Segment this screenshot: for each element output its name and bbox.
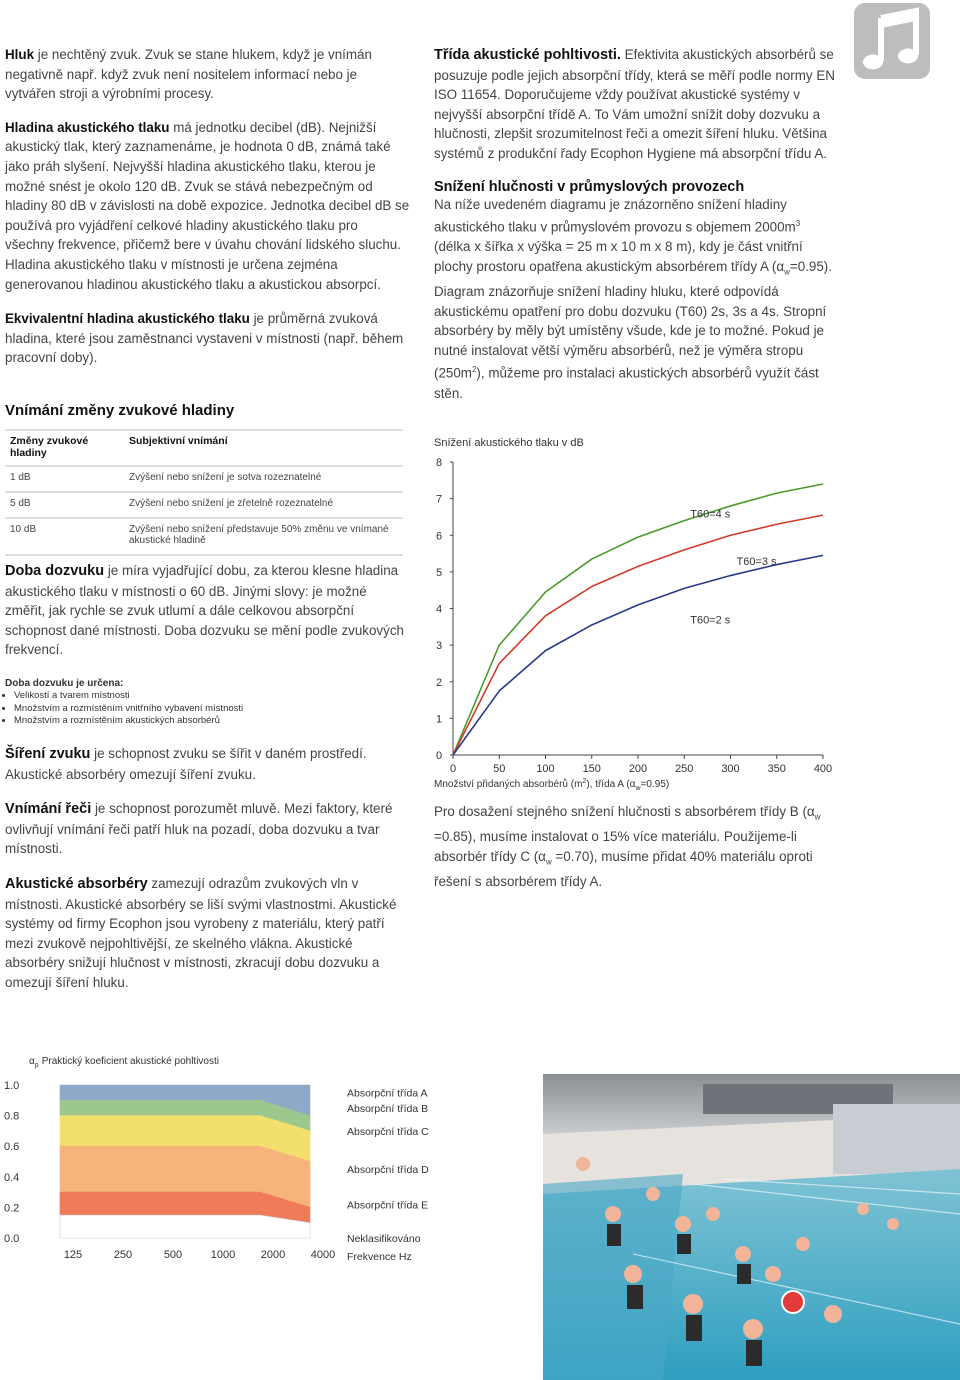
equivalent-level-paragraph: Ekvivalentní hladina akustického tlaku je průměrná zvuková hladina, které jsou zaměstnanci vystaveni v místnosti (např. během pracovní doby). [5,311,404,366]
x-tick-label: 100 [536,763,555,775]
x-tick-label: 250 [675,763,694,775]
y-tick-label: 0.0 [4,1233,20,1245]
table-row [5,466,403,492]
series-line [453,555,823,755]
series-line [453,484,823,755]
sound-propagation-paragraph: Šíření zvuku je schopnost zvuku se šířit v daném prostředí. Akustické absorbéry omezují šíření zvuku. [5,745,367,782]
y-tick-label: 5 [436,566,443,579]
x-tick-label: 125 [63,1249,83,1261]
noise-paragraph: Hluk je nechtěný zvuk. Zvuk se stane hlukem, když je vnímán negativně např. když zvuk není nositelem informací nebo je vytvářen stroji a výrobními procesy. [5,47,372,102]
class-label: Neklasifikováno [347,1233,421,1245]
class-comparison-section [434,802,839,892]
x-tick-label: 4000 [310,1249,336,1261]
table-row [5,492,403,518]
class-label: Absorpční třída B [347,1102,429,1115]
reverberation-section [5,561,405,993]
table-cell-change: 10 dB [5,518,124,555]
table-cell-change: 1 dB [5,466,124,492]
speech-perception-paragraph: Vnímání řeči je schopnost porozumět mluvě. Mezi faktory, které ovlivňují vnímání řeči patří hluk na pozadí, doba dozvuku a tvar místnosti. [5,801,393,857]
table-header-perception: Subjektivní vnímání [124,430,403,466]
series-label: T60=2 s [690,614,731,627]
x-tick-label: 500 [163,1249,183,1261]
class-label: Absorpční třída A [347,1087,428,1100]
y-tick-label: 0.6 [4,1141,20,1154]
class-chart-x-label: Frekvence Hz [347,1251,412,1263]
absorption-class-chart [0,1048,440,1270]
y-tick-label: 0.4 [4,1171,20,1184]
x-tick-label: 0 [449,763,457,775]
class-label: Absorpční třída D [347,1164,429,1177]
noise-reduction-chart [428,432,848,794]
list-title: Doba dozvuku je určena: [5,677,124,689]
x-tick-label: 1000 [210,1249,236,1261]
industrial-heading: Snížení hlučnosti v průmyslových provozech [434,178,745,195]
y-tick-label: 0.8 [4,1110,20,1123]
reverberation-factors-list [5,690,405,728]
y-tick-label: 7 [436,493,443,506]
x-tick-label: 400 [813,763,833,775]
perception-title: Vnímání změny zvukové hladiny [5,402,235,419]
industrial-paragraph: Na níže uvedeném diagramu je znázorněno snížení hladiny akustického tlaku v průmyslovém provozu s objemem $2000m^3$ (délka x šířka x výška = 25 m x 10 m x 8 m), kdy je část vnitřní plochy prostoru opatřena akustickým absorbérem třídy A $(\alpha_w=0.95)$. Diagram znázorňuje snížení hladiny hluku, které odpovídá akustickému opatření pro dobu dozvuku (T60) 2s, 3s a 4s. Stropní absorbéry by měly být umístěny všude, kde je to možné. Pokud je nutné instalovat větší výměru absorbérů, než je výměra stropu $(250m^2)$, můžeme pro instalaci akustických absorbérů využít část stěn. [434,196,832,401]
class-label: Absorpční třída E [347,1199,429,1212]
y-tick-label: 6 [436,530,443,543]
right-column [434,45,839,403]
series-label: T60=3 s [736,555,777,568]
table-cell-perception: Zvýšení nebo snížení je sotva rozeznatelné [124,466,403,492]
chart-title: Snížení akustického tlaku v dB [434,437,584,449]
sound-pressure-paragraph: Hladina akustického tlaku má jednotku decibel (dB). Nejnižší akustický tlak, který zaznamenáme, je hodnota 0 dB, známá také jako práh slyšení. Nejvyšší hladina akustického tlaku, kterou je možné snést je okolo 120 dB. Zvuk se stává nebezpečným od hladiny 80 dB v závislosti na době expozice. Jednotka decibel dB se používá pro vyjádření celkové hladiny akustického tlaku pro všechny frekvence, přičemž bere v úvahu chování lidského sluchu. Hladina akustického tlaku v místnosti je určena zejména generovanou hladinou akustického tlaku a akustickou absorpcí. [5,119,410,292]
left-column [5,45,410,368]
x-tick-label: 200 [628,763,648,775]
table-cell-change: 5 dB [5,492,124,518]
y-tick-label: 0.2 [4,1202,20,1215]
y-tick-label: 8 [436,457,443,469]
chart-x-label: Množství přidaných absorbérů $(m^2)$, třída A $(\alpha_w=0.95)$ [434,778,670,792]
class-chart-title: $\alpha_p$ Praktický koeficient akustické pohltivosti [29,1056,219,1069]
absorbers-paragraph: Akustické absorbéry zamezují odrazům zvukových vln v místnosti. Akustické absorbéry se liší svými vlastnostmi. Akustické systémy od firmy Ecophon jsou vyrobeny z materiálu, který patří mezi zvukově nejpohltivější, ze skelného vlákna. Akustické absorbéry snižují hlučnost v místnosti, zkracují dobu dozvuku a omezují šíření hluku. [5,875,397,990]
y-tick-label: 0 [436,750,443,762]
y-tick-label: 2 [436,676,443,689]
class-comparison-paragraph: Pro dosažení stejného snížení hlučnosti s absorbérem třídy B $(\alpha_w =0.85)$, musíme instalovat o 15% více materiálu. Použijeme-li absorbér třídy C $(\alpha_w =0.70)$, musíme přidat 40% materiálu oproti řešení s absorbérem třídy A. [434,804,821,890]
music-note-icon [854,3,930,79]
absorption-band [60,1215,310,1238]
x-tick-label: 350 [767,763,786,775]
x-tick-label: 150 [582,763,601,775]
table-cell-perception: Zvýšení nebo snížení je zřetelně rozeznatelné [124,492,403,518]
perception-table [5,429,403,556]
table-header-change: Změny zvukové hladiny [5,430,124,466]
x-tick-label: 250 [113,1249,133,1261]
absorption-class-paragraph: Třída akustické pohltivosti. Efektivita akustických absorbérů se posuzuje podle jejich absorpční třídy, která se měří podle normy EN ISO 11654. Doporučujeme vždy používat akustické systémy v nejvyšší absorpční třídě A. To Vám umožní snížit doby dozvuku a hlučnosti, zlepšit srozumitelnost řeči a omezit šíření hluku. Většina systémů z produkční řady Ecophon Hygiene má absorpční třídu A. [434,47,835,161]
series-label: T60=4 s [690,508,731,521]
list-item: • Množstvím a rozmístěním akustických absorbérů [14,715,405,728]
x-tick-label: 300 [721,763,740,775]
y-tick-label: 3 [436,640,443,653]
y-tick-label: 1.0 [4,1080,20,1092]
list-item: • Množstvím a rozmístěním vnitřního vybavení místnosti [14,703,405,716]
table-cell-perception: Zvýšení nebo snížení představuje 50% změnu ve vnímané akustické hladině [124,518,403,555]
x-tick-label: 50 [493,763,506,775]
table-header-row [5,430,403,466]
reverberation-paragraph: Doba dozvuku je míra vyjadřující dobu, za kterou klesne hladina akustického tlaku v místnosti o 60 dB. Jinými slovy: je možné změřit, jak rychle se zvuk utlumí a dále celkovou absorpční schopnost dané místnosti. Doba dozvuku se mění podle zvukových frekvencí. [5,563,404,658]
class-label: Absorpční třída C [347,1125,429,1138]
y-tick-label: 1 [436,713,443,726]
y-tick-label: 4 [436,603,443,616]
list-item: • Velikostí a tvarem místnosti [14,690,405,703]
swimming-pool-photo [543,1074,960,1380]
table-row [5,518,403,555]
x-tick-label: 2000 [260,1249,286,1261]
